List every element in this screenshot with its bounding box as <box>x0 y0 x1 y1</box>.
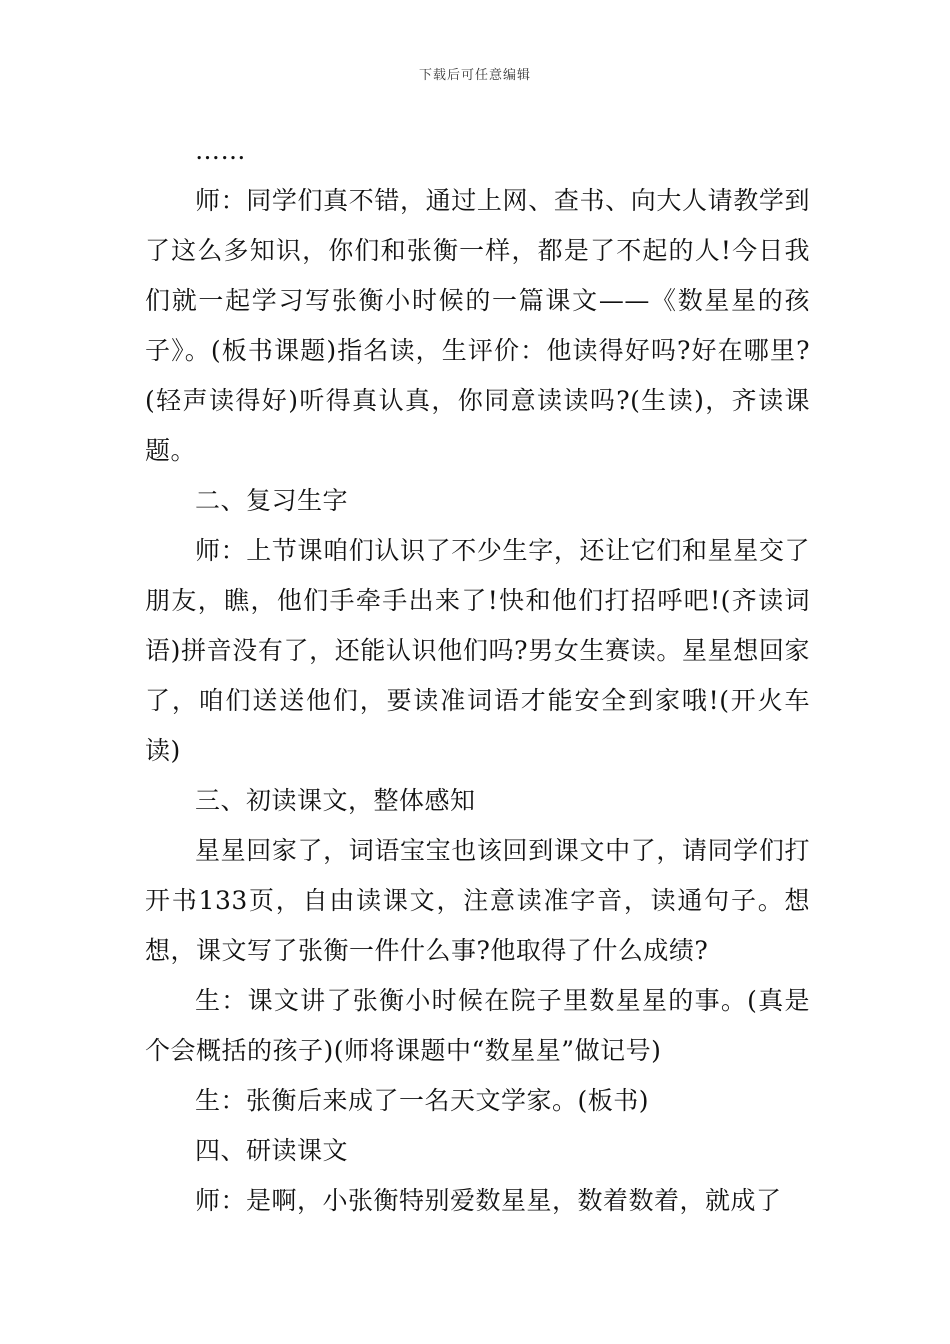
section-heading-first-reading: 三、初读课文，整体感知 <box>195 786 476 815</box>
page-header-note: 下载后可任意编辑 <box>418 68 531 83</box>
paragraph-student-answer-1: 生：课文讲了张衡小时候在院子里数星星的事。(真是个会概括的孩子)(师将课题中“数星星”做记号) <box>145 986 810 1065</box>
document-body <box>145 126 810 1226</box>
paragraph-teacher-review: 师：上节课咱们认识了不少生字，还让它们和星星交了朋友，瞧，他们手牵手出来了!快和他们打招呼吧!(齐读词语)拼音没有了，还能认识他们吗?男女生赛读。星星想回家了，咱们送送他们，要读准词语才能安全到家哦!(开火车读) <box>145 536 810 765</box>
paragraph-teacher-intro: 师：同学们真不错，通过上网、查书、向大人请教学到了这么多知识，你们和张衡一样，都是了不起的人!今日我们就一起学习写张衡小时候的一篇课文——《数星星的孩子》。(板书课题)指名读，生评价：他读得好吗?好在哪里?(轻声读得好)听得真认真，你同意读读吗?(生读)，齐读课题。 <box>145 186 810 465</box>
section-heading-study: 四、研读课文 <box>195 1136 349 1165</box>
paragraph-first-reading: 星星回家了，词语宝宝也该回到课文中了，请同学们打开书133页，自由读课文，注意读准字音，读通句子。想想，课文写了张衡一件什么事?他取得了什么成绩? <box>145 836 810 965</box>
paragraph-student-answer-2: 生：张衡后来成了一名天文学家。(板书) <box>195 1086 650 1115</box>
section-heading-review: 二、复习生字 <box>195 486 349 515</box>
paragraph-teacher-study: 师：是啊，小张衡特别爱数星星，数着数着，就成了 <box>195 1186 782 1215</box>
paragraph-ellipsis: …… <box>195 136 246 165</box>
